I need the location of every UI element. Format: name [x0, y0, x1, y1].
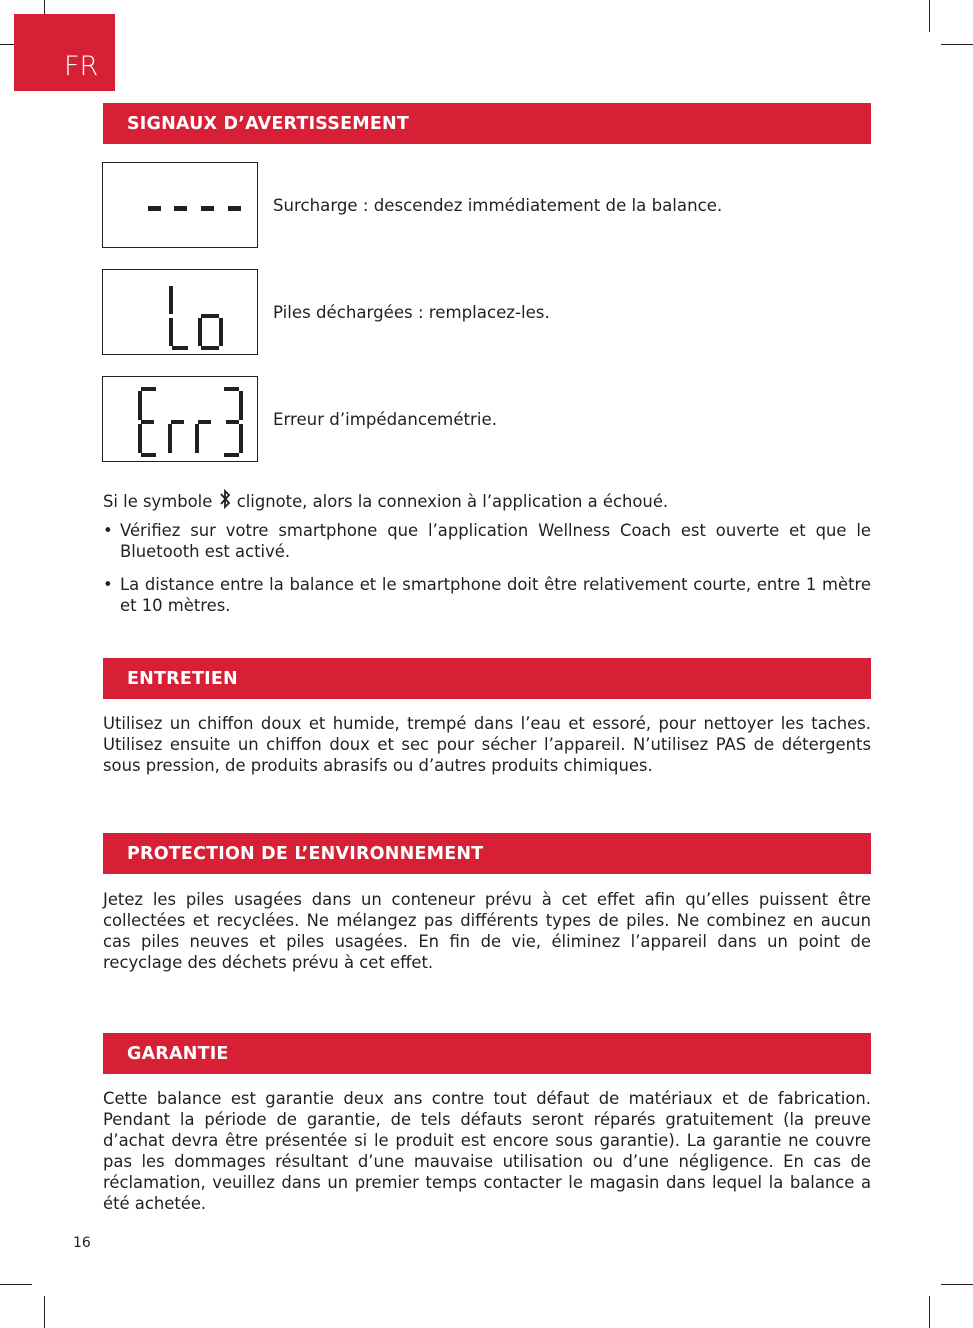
- section-header-environment: [103, 833, 871, 874]
- bullet-icon: •: [103, 575, 113, 594]
- section-title: SIGNAUX D’AVERTISSEMENT: [127, 114, 410, 134]
- overload-dashes-icon: [103, 163, 259, 249]
- page-number: 16: [73, 1235, 91, 1251]
- section-header-warranty: [103, 1033, 871, 1074]
- section-title: ENTRETIEN: [127, 669, 238, 689]
- err3-segment-icon: [103, 377, 259, 463]
- section-title: PROTECTION DE L’ENVIRONNEMENT: [127, 844, 484, 864]
- list-item-text: La distance entre la balance et le smartphone doit être relativement courte, entre 1 mètre et 10 mètres.: [120, 575, 871, 615]
- warning-description: Erreur d’impédancemétrie.: [273, 410, 497, 429]
- environment-text: Jetez les piles usagées dans un conteneur prévu à cet effet afin qu’elles puissent être collectées et recyclées. Ne mélangez pas différents types de piles. Ne combinez en aucun cas piles neuves et piles usagées. En fin de vie, éliminez l’appareil dans un point de recyclage des déchets prévu à cet effet.: [103, 890, 871, 972]
- crop-mark: [941, 44, 973, 45]
- crop-mark: [0, 1284, 32, 1285]
- crop-mark: [929, 1296, 930, 1328]
- warning-description: Surcharge : descendez immédiatement de la balance.: [273, 196, 723, 215]
- crop-mark: [44, 1296, 45, 1328]
- bluetooth-note-end: clignote, alors la connexion à l’application a échoué.: [236, 492, 669, 511]
- language-label: FR: [64, 51, 99, 82]
- lo-segment-icon: [103, 270, 259, 356]
- bluetooth-icon: [219, 488, 231, 510]
- crop-mark: [929, 0, 930, 32]
- crop-mark: [941, 1284, 973, 1285]
- maintenance-text: Utilisez un chiffon doux et humide, trempé dans l’eau et essoré, pour nettoyer les taches. Utilisez ensuite un chiffon doux et sec pour sécher l’appareil. N’utilisez PAS de détergents sous pression, de produits abrasifs ou d’autres produits chimiques.: [103, 714, 871, 775]
- section-header-warnings: [103, 103, 871, 144]
- list-item: [103, 520, 871, 562]
- bluetooth-note-start: Si le symbole: [103, 492, 213, 511]
- warranty-text: Cette balance est garantie deux ans contre tout défaut de matériaux et de fabrication. Pendant la période de garantie, de tels défauts seront réparés gratuitement (la preuve d’achat devra être présentée si le produit est encore sous garantie). La garantie ne couvre pas les dommages résultant d’une mauvaise utilisation ou d’une négligence. En cas de réclamation, veuillez dans un premier temps contacter le magasin dans lequel la balance a été achetée.: [103, 1089, 871, 1213]
- bullet-icon: •: [103, 521, 113, 540]
- list-item-text: Vérifiez sur votre smartphone que l’application Wellness Coach est ouverte et que le Bluetooth est activé.: [120, 521, 871, 561]
- language-tab: [14, 14, 115, 91]
- section-title: GARANTIE: [127, 1044, 229, 1064]
- lcd-display-overload: [102, 162, 258, 248]
- warning-description: Piles déchargées : remplacez-les.: [273, 303, 550, 322]
- section-header-maintenance: [103, 658, 871, 699]
- lcd-display-error: [102, 376, 258, 462]
- list-item: [103, 574, 871, 616]
- lcd-display-low-battery: [102, 269, 258, 355]
- bluetooth-note: [103, 488, 871, 512]
